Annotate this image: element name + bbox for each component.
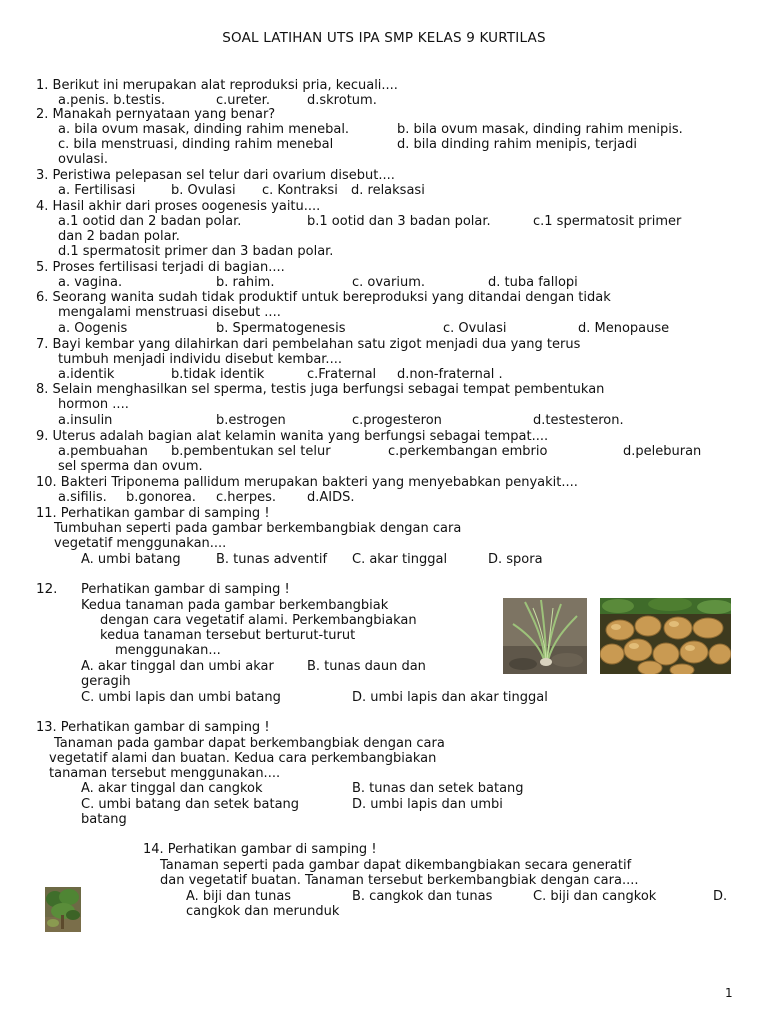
question-13: 13. Perhatikan gambar di samping ! <box>36 720 270 735</box>
question-3: 3. Peristiwa pelepasan sel telur dari ovarium disebut.... <box>36 168 395 183</box>
q14-option-a: A. biji dan tunas <box>186 889 292 904</box>
q2-option-b: b. bila ovum masak, dinding rahim menipis. <box>397 122 683 137</box>
q7-option-a: a.identik <box>58 367 115 382</box>
q8-option-c: c.progesteron <box>352 413 442 428</box>
q2-option-a: a. bila ovum masak, dinding rahim menebal. <box>58 122 350 137</box>
q3-option-b: b. Ovulasi <box>171 183 236 198</box>
question-8-cont: hormon .... <box>58 397 129 412</box>
q9-option-d: d.peleburan <box>623 444 702 459</box>
question-4: 4. Hasil akhir dari proses oogenesis yaitu.... <box>36 199 321 214</box>
q11-option-a: A. umbi batang <box>81 552 181 567</box>
q2-option-c: c. bila menstruasi, dinding rahim menebal <box>58 137 334 152</box>
question-14-body: Tanaman seperti pada gambar dapat dikembangbiakan secara generatif <box>160 858 632 873</box>
potato-photo <box>600 598 731 674</box>
question-7-cont: tumbuh menjadi individu disebut kembar.... <box>58 352 342 367</box>
q5-option-b: b. rahim. <box>216 275 275 290</box>
question-12-body: Kedua tanaman pada gambar berkembangbiak <box>81 598 389 613</box>
q13-option-d: D. umbi lapis dan umbi <box>352 797 503 812</box>
q4-option-c: c.1 spermatosit primer <box>533 214 682 229</box>
q10-option-d: d.AIDS. <box>307 490 355 505</box>
q10-option-b: b.gonorea. <box>126 490 196 505</box>
q7-option-d: d.non-fraternal . <box>397 367 503 382</box>
q12-option-b: B. tunas daun dan <box>307 659 426 674</box>
q13-option-c: C. umbi batang dan setek batang <box>81 797 300 812</box>
plant-photo <box>45 887 81 932</box>
q9-option-d-cont: sel sperma dan ovum. <box>58 459 203 474</box>
q9-option-a: a.pembuahan <box>58 444 148 459</box>
q4-option-b: b.1 ootid dan 3 badan polar. <box>307 214 491 229</box>
q12-option-b-cont: geragih <box>81 674 131 689</box>
q2-option-d-cont: ovulasi. <box>58 152 108 167</box>
q9-option-c: c.perkembangan embrio <box>388 444 548 459</box>
question-12-number: 12. <box>36 581 58 597</box>
q7-option-b: b.tidak identik <box>171 367 265 382</box>
q1-option-ab: a.penis. b.testis. <box>58 93 166 108</box>
q8-option-b: b.estrogen <box>216 413 286 428</box>
q14-option-b: B. cangkok dan tunas <box>352 889 493 904</box>
q5-option-a: a. vagina. <box>58 275 123 290</box>
onion-plant-photo <box>503 598 587 674</box>
q6-option-d: d. Menopause <box>578 321 670 336</box>
q10-option-c: c.herpes. <box>216 490 277 505</box>
question-6-cont: mengalami menstruasi disebut .... <box>58 305 281 320</box>
q14-option-d: D. <box>713 889 728 904</box>
q6-option-b: b. Spermatogenesis <box>216 321 346 336</box>
q11-option-b: B. tunas adventif <box>216 552 328 567</box>
q8-option-a: a.insulin <box>58 413 113 428</box>
question-11: 11. Perhatikan gambar di samping ! <box>36 506 270 521</box>
q11-option-d: D. spora <box>488 552 543 567</box>
q14-option-d-cont: cangkok dan merunduk <box>186 904 340 919</box>
question-2: 2. Manakah pernyataan yang benar? <box>36 107 276 122</box>
question-12-body-2: dengan cara vegetatif alami. Perkembangbiakan <box>100 613 417 628</box>
q13-option-d-cont: batang <box>81 812 127 827</box>
question-9: 9. Uterus adalah bagian alat kelamin wanita yang berfungsi sebagai tempat.... <box>36 429 549 444</box>
question-1: 1. Berikut ini merupakan alat reproduksi pria, kecuali.... <box>36 78 398 93</box>
question-13-body: Tanaman pada gambar dapat berkembangbiak dengan cara <box>54 736 445 751</box>
q6-option-a: a. Oogenis <box>58 321 128 336</box>
q13-option-b: B. tunas dan setek batang <box>352 781 524 796</box>
q3-option-c: c. Kontraksi <box>262 183 338 198</box>
q10-option-a: a.sifilis. <box>58 490 107 505</box>
question-14: 14. Perhatikan gambar di samping ! <box>143 842 377 857</box>
question-14-body-2: dan vegetatif buatan. Tanaman tersebut berkembangbiak dengan cara.... <box>160 873 639 888</box>
q11-option-c: C. akar tinggal <box>352 552 448 567</box>
q12-option-a: A. akar tinggal dan umbi akar <box>81 659 274 674</box>
question-8: 8. Selain menghasilkan sel sperma, testis juga berfungsi sebagai tempat pembentukan <box>36 382 605 397</box>
q8-option-d: d.testesteron. <box>533 413 624 428</box>
page-title: SOAL LATIHAN UTS IPA SMP KELAS 9 KURTILAS <box>222 30 546 46</box>
question-11-body: Tumbuhan seperti pada gambar berkembangbiak dengan cara <box>54 521 462 536</box>
q1-option-c: c.ureter. <box>216 93 270 108</box>
q9-option-b: b.pembentukan sel telur <box>171 444 331 459</box>
q14-option-c: C. biji dan cangkok <box>533 889 657 904</box>
q4-option-d: d.1 spermatosit primer dan 3 badan polar. <box>58 244 334 259</box>
question-7: 7. Bayi kembar yang dilahirkan dari pembelahan satu zigot menjadi dua yang terus <box>36 337 581 352</box>
q6-option-c: c. Ovulasi <box>443 321 507 336</box>
q3-option-a: a. Fertilisasi <box>58 183 136 198</box>
q12-option-c: C. umbi lapis dan umbi batang <box>81 690 281 705</box>
question-13-body-2: vegetatif alami dan buatan. Kedua cara perkembangbiakan <box>49 751 437 766</box>
q13-option-a: A. akar tinggal dan cangkok <box>81 781 263 796</box>
question-11-body-cont: vegetatif menggunakan.... <box>54 536 227 551</box>
q3-option-d: d. relaksasi <box>351 183 425 198</box>
question-12-body-4: menggunakan... <box>115 643 221 658</box>
q2-option-d: d. bila dinding rahim menipis, terjadi <box>397 137 637 152</box>
question-13-body-3: tanaman tersebut menggunakan.... <box>49 766 281 781</box>
q5-option-d: d. tuba fallopi <box>488 275 578 290</box>
q4-option-a: a.1 ootid dan 2 badan polar. <box>58 214 242 229</box>
q1-option-d: d.skrotum. <box>307 93 377 108</box>
question-12: Perhatikan gambar di samping ! <box>81 582 290 597</box>
question-10: 10. Bakteri Triponema pallidum merupakan bakteri yang menyebabkan penyakit.... <box>36 475 578 490</box>
page-number: 1 <box>725 986 733 1000</box>
question-5: 5. Proses fertilisasi terjadi di bagian.... <box>36 260 285 275</box>
q5-option-c: c. ovarium. <box>352 275 426 290</box>
q7-option-c: c.Fraternal <box>307 367 377 382</box>
question-6: 6. Seorang wanita sudah tidak produktif untuk bereproduksi yang ditandai dengan tidak <box>36 290 611 305</box>
q12-option-d: D. umbi lapis dan akar tinggal <box>352 690 548 705</box>
q4-option-c-cont: dan 2 badan polar. <box>58 229 180 244</box>
question-12-body-3: kedua tanaman tersebut berturut-turut <box>100 628 356 643</box>
